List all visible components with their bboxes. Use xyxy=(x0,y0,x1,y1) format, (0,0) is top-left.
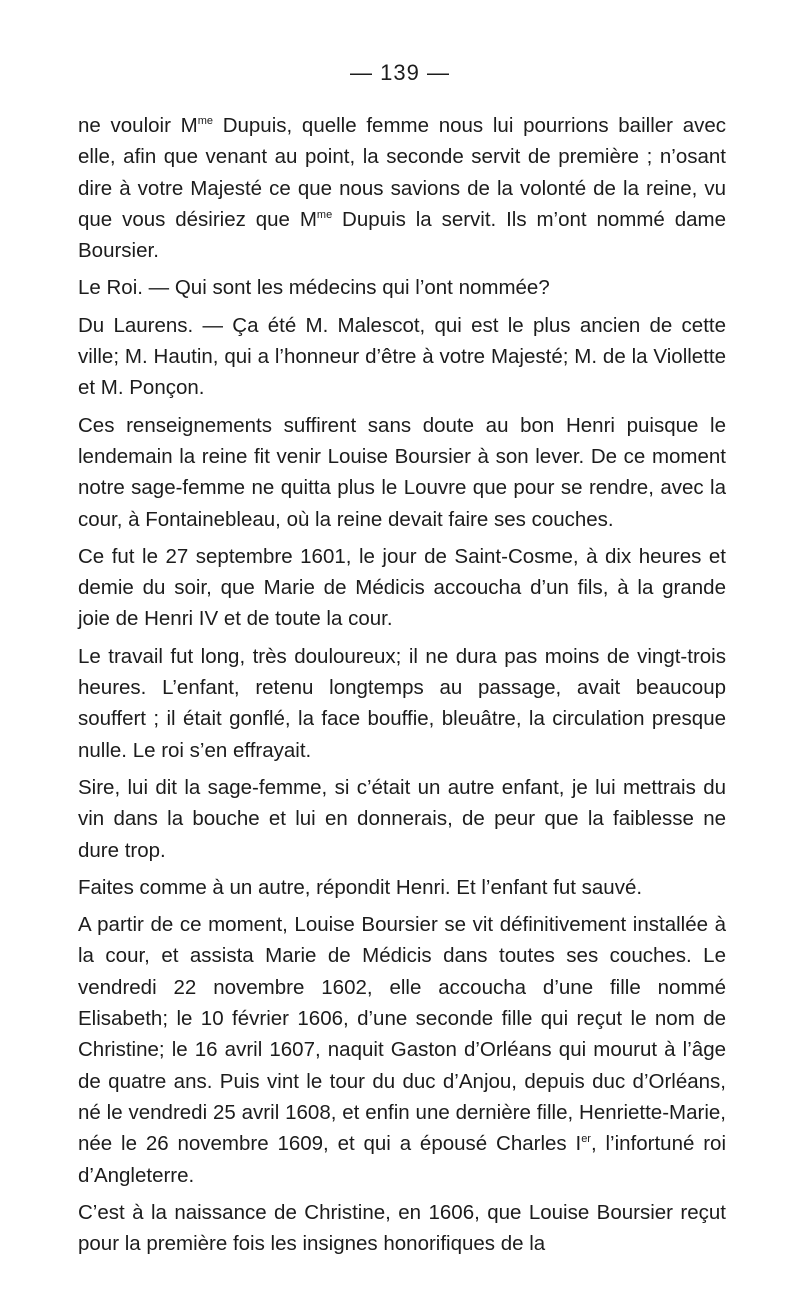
text-body xyxy=(78,110,726,1265)
paragraph-7: Sire, lui dit la sage-femme, si c’était un autre enfant, je lui mettrais du vin dans la bouche et lui en donnerais, de peur que la faiblesse ne dure trop. xyxy=(78,775,726,862)
paragraph-9 xyxy=(78,909,726,1191)
paragraph-9-part-2: , l’infortuné roi d’Angleterre. xyxy=(78,1132,726,1187)
superscript-me-1: me xyxy=(197,115,213,128)
paragraph-1-part-3: Dupuis la servit. Ils m’ont nommé dame Boursier. xyxy=(78,207,726,263)
superscript-er: er xyxy=(581,1133,591,1146)
paragraph-1-part-1: ne vouloir M xyxy=(78,114,198,137)
paragraph-2: Le Roi. — Qui sont les médecins qui l’ont nommée? xyxy=(78,276,550,300)
paragraph-8: Faites comme à un autre, répondit Henri. Et l’enfant fut sauvé. xyxy=(78,875,643,899)
paragraph-1-part-2: Dupuis, quelle femme nous lui pourrions bailler avec elle, afin que venant au point, la seconde servit de première ; n’osant dire à votre Majesté ce que nous savions de la volonté de la reine, vu que vous désiriez que M xyxy=(78,114,726,231)
paragraph-4: Ces renseignements suffirent sans doute au bon Henri puisque le lendemain la reine fit venir Louise Boursier à son lever. De ce moment notre sage-femme ne quitta plus le Louvre que pour se rendre, avec la cour, à Fontainebleau, où la reine devait faire ses couches. xyxy=(78,413,726,531)
paragraph-10: C’est à la naissance de Christine, en 1606, que Louise Boursier reçut pour la première fois les insignes honorifiques de la xyxy=(78,1200,726,1256)
paragraph-1 xyxy=(78,110,726,266)
paragraph-5: Ce fut le 27 septembre 1601, le jour de Saint-Cosme, à dix heures et demie du soir, que Marie de Médicis accoucha d’un fils, à la grande joie de Henri IV et de toute la cour. xyxy=(78,544,726,631)
superscript-me-2: me xyxy=(316,209,333,222)
page-number: — 139 — xyxy=(350,60,450,85)
paragraph-9-part-1: A partir de ce moment, Louise Boursier se vit définitivement installée à la cour, et assista Marie de Médicis dans toutes ses couches. Le vendredi 22 novembre 1602, elle accoucha d’une fille nommé Elisabeth; le 10 février 1606, d’une seconde fille qui reçut le nom de Christine; le 16 avril 1607, naquit Gaston d’Orléans qui mourut à l’âge de quatre ans. Puis vint le tour du duc d’Anjou, depuis duc d’Orléans, né le vendredi 25 avril 1608, et enfin une dernière fille, Henriette-Marie, née le 26 novembre 1609, et qui a épousé Charles I xyxy=(78,913,726,1156)
paragraph-3: Du Laurens. — Ça été M. Malescot, qui est le plus ancien de cette ville; M. Hautin, qui a l’honneur d’être à votre Majesté; M. de la Viollette et M. Ponçon. xyxy=(78,313,726,400)
paragraph-6: Le travail fut long, très douloureux; il ne dura pas moins de vingt-trois heures. L’enfant, retenu longtemps au passage, avait beaucoup souffert ; il était gonflé, la face bouffie, bleuâtre, la circulation presque nulle. Le roi s’en effrayait. xyxy=(78,644,726,762)
